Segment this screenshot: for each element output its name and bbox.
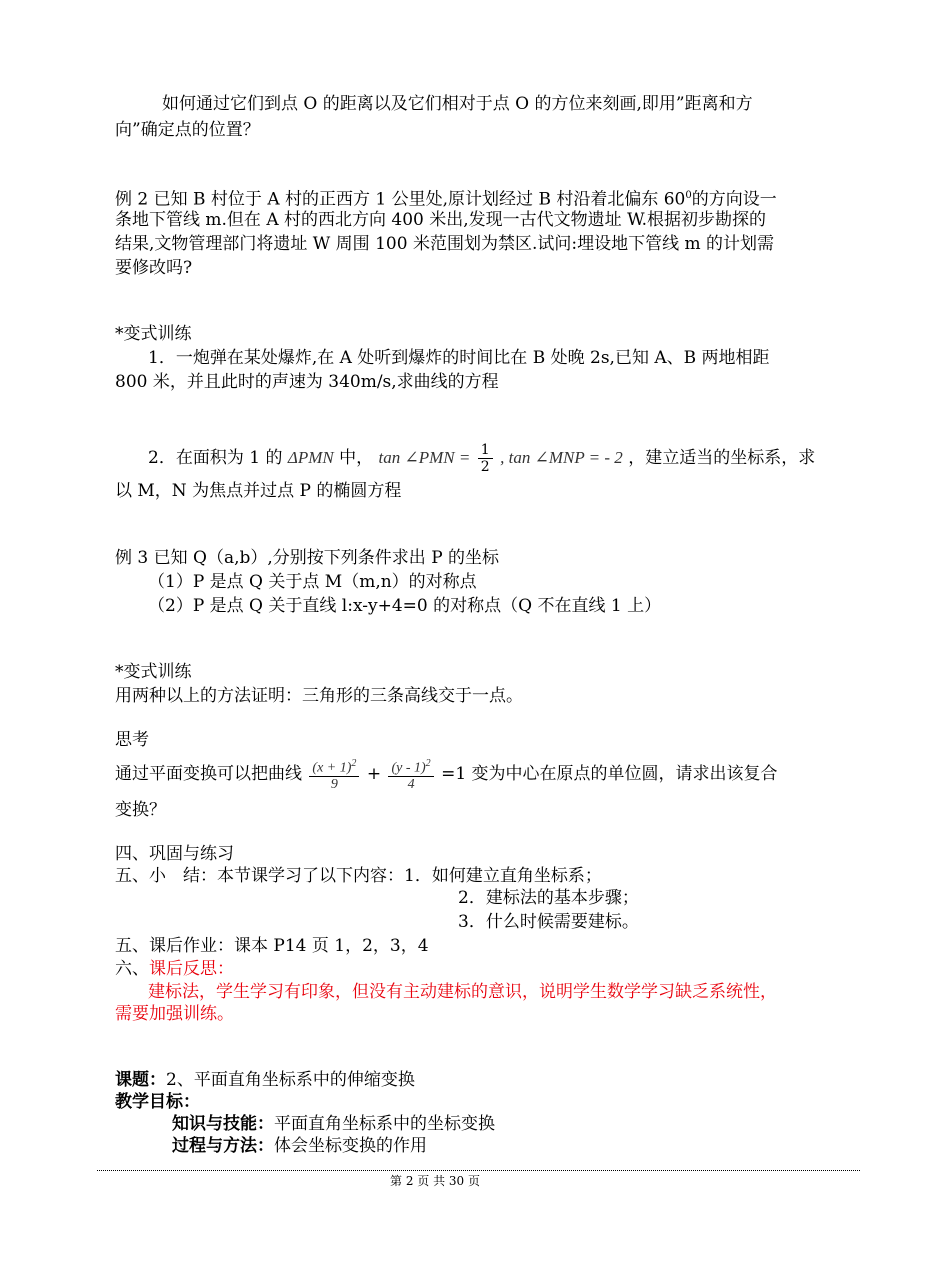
summary-line: 五、小 结：本节课学习了以下内容：1．如何建立直角坐标系； [115, 866, 602, 886]
goal-label: 教学目标： [115, 1092, 200, 1112]
think-line: 变换？ [115, 800, 166, 820]
section-heading: 四、巩固与练习 [115, 844, 234, 864]
fraction-one-half [478, 442, 493, 475]
numerator-text: (x + 1) [312, 760, 352, 776]
paragraph-line: 如何通过它们到点 O 的距离以及它们相对于点 O 的方位来刻画,即用”距离和方 [162, 94, 753, 114]
example-3-line: （2）P 是点 Q 关于直线 l:x-y+4=0 的对称点（Q 不在直线 1 上） [148, 596, 662, 616]
goal-knowledge [172, 1112, 495, 1136]
text-span: 中， [339, 448, 374, 468]
fraction-numerator [309, 756, 359, 778]
reflection-line: 需要加强训练。 [115, 1004, 234, 1024]
plus-sign: + [366, 764, 382, 784]
text-span: 的方向设一 [691, 189, 777, 210]
example-3-line: （1）P 是点 Q 关于点 M（m,n）的对称点 [148, 572, 477, 592]
example-3-line: 例 3 已知 Q（a,b）,分别按下列条件求出 P 的坐标 [115, 548, 500, 568]
summary-line: 2．建标法的基本步骤； [458, 888, 639, 908]
text-span: ，建立适当的坐标系，求 [628, 448, 816, 468]
fraction-y [388, 756, 433, 794]
think-heading: 思考 [115, 730, 149, 750]
knowledge-text: 平面直角坐标系中的坐标变换 [274, 1114, 495, 1134]
degree-sup: 0 [685, 190, 692, 201]
topic-label: 课题： [115, 1070, 166, 1090]
text-span: 通过平面变换可以把曲线 [115, 764, 302, 784]
example-2-line: 条地下管线 m.但在 A 村的西北方向 400 米出,发现一古代文物遗址 W.根据初步勘探的 [115, 210, 766, 230]
process-label: 过程与方法： [172, 1136, 274, 1156]
page-footer: 第 2 页 共 30 页 [390, 1174, 480, 1188]
summary-line: 3．什么时候需要建标。 [458, 912, 639, 932]
fraction-numerator: 1 [478, 442, 493, 459]
triangle-math: ΔPMN [287, 448, 334, 467]
reflection-label: 课后反思： [149, 959, 234, 979]
drill-q1-line: 800 米，并且此时的声速为 340m/s,求曲线的方程 [115, 372, 499, 392]
drill-q2-line [148, 442, 815, 475]
exponent-sup: 2 [351, 757, 357, 769]
fraction-denominator: 9 [330, 777, 338, 793]
text-span: 2．在面积为 1 的 [148, 448, 283, 468]
drill-q1-line: 1．一炮弹在某处爆炸,在 A 处听到爆炸的时间比在 B 处晚 2s,已知 A、B 两地相距 [148, 348, 770, 368]
drill-line: 用两种以上的方法证明：三角形的三条高线交于一点。 [115, 686, 523, 706]
knowledge-label: 知识与技能： [172, 1114, 274, 1134]
example-2-line: 结果,文物管理部门将遗址 W 周围 100 米范围划为禁区.试问:埋设地下管线 m 的计划需 [115, 234, 774, 254]
goal-process [172, 1134, 427, 1158]
fraction-x [309, 756, 359, 794]
text-span: =1 变为中心在原点的单位圆，请求出该复合 [441, 764, 778, 784]
topic-text: 2、平面直角坐标系中的伸缩变换 [166, 1070, 415, 1090]
homework-line: 五、课后作业：课本 P14 页 1，2，3，4 [115, 936, 429, 956]
think-line [115, 752, 778, 796]
fraction-denominator: 4 [407, 777, 415, 793]
fraction-denominator: 2 [480, 459, 490, 475]
lesson-topic [115, 1068, 415, 1092]
drill-heading: *变式训练 [115, 324, 192, 344]
drill-heading: *变式训练 [115, 662, 192, 682]
process-text: 体会坐标变换的作用 [274, 1136, 427, 1156]
reflection-heading [115, 957, 234, 981]
tan-expression: , tan ∠MNP = - 2 [500, 448, 623, 467]
footer-divider [97, 1170, 860, 1171]
reflection-line: 建标法，学生学习有印象，但没有主动建标的意识，说明学生数学学习缺乏系统性， [148, 982, 777, 1002]
tan-expression: tan ∠PMN = [378, 448, 471, 467]
text-span: 例 2 已知 B 村位于 A 村的正西方 1 公里处,原计划经过 B 村沿着北偏东 60 [115, 189, 686, 210]
numerator-text: (y - 1) [391, 760, 426, 776]
paragraph-line: 向”确定点的位置？ [115, 120, 260, 140]
text-span: 六、 [115, 959, 149, 979]
exponent-sup: 2 [425, 757, 431, 769]
fraction-numerator [388, 756, 433, 778]
drill-q2-line: 以 M，N 为焦点并过点 P 的椭圆方程 [115, 481, 402, 501]
example-2-line: 要修改吗? [115, 258, 193, 278]
